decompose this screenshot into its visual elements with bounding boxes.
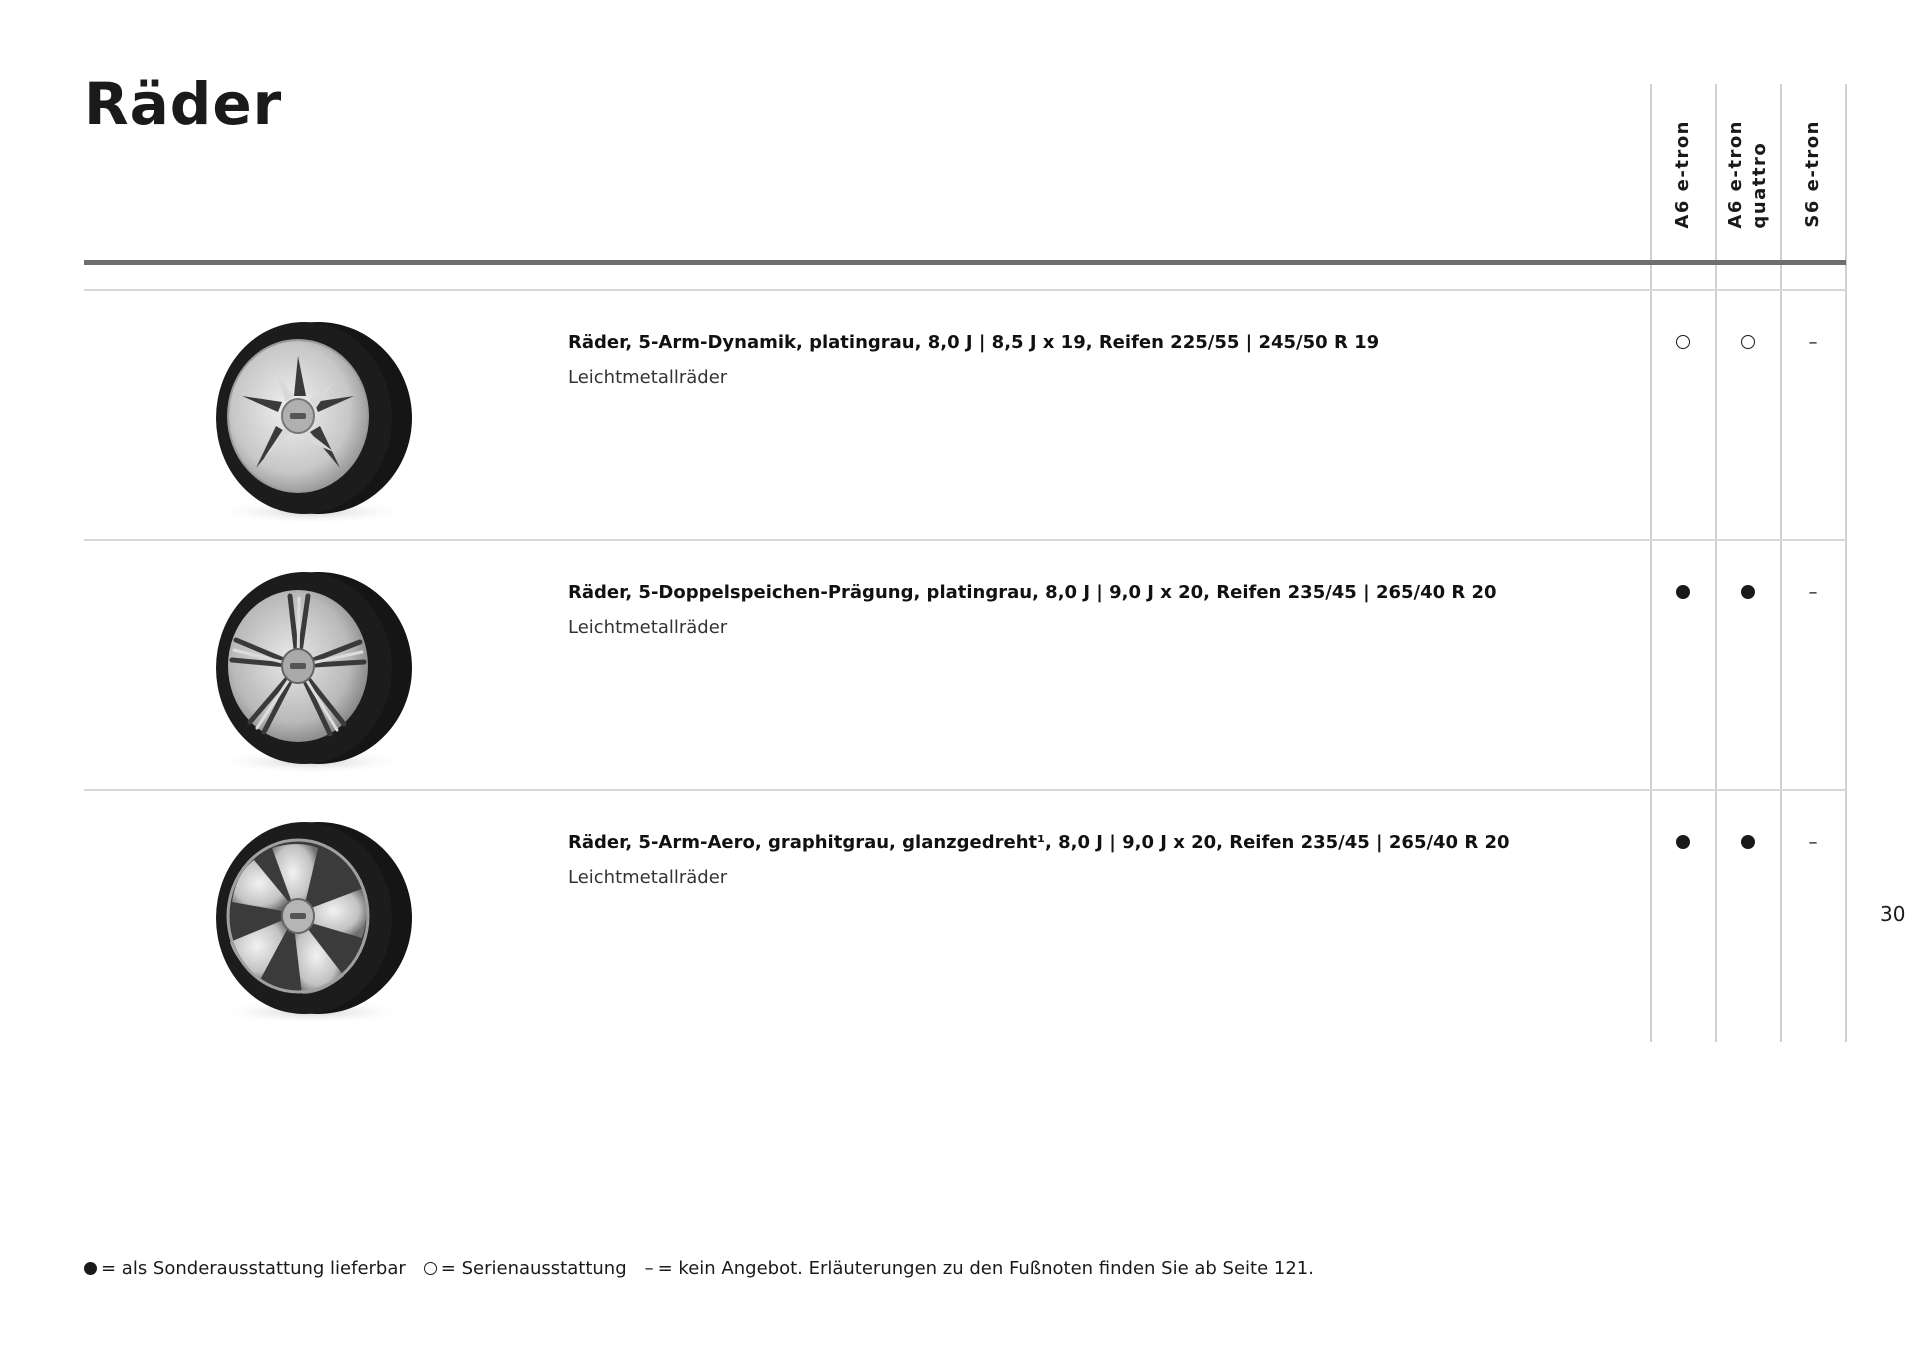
table-row	[84, 540, 1846, 790]
column-header-label: S6 e-tron	[1802, 120, 1823, 228]
legend-standard-text: = Serienausstattung	[440, 1258, 627, 1279]
column-header-a6-etron	[1651, 90, 1715, 258]
table-row	[84, 790, 1846, 1040]
not-available-icon: –	[1808, 831, 1818, 853]
availability-s6-etron	[1781, 580, 1845, 604]
availability-a6-etron-quattro	[1716, 330, 1780, 354]
row-description	[568, 582, 1497, 638]
optional-icon	[1741, 835, 1755, 849]
legend-none-text: = kein Angebot. Erläuterungen zu den Fußnoten finden Sie ab Seite 121.	[657, 1258, 1314, 1279]
column-header-s6-etron	[1781, 90, 1845, 258]
optional-icon	[84, 1262, 97, 1275]
availability-a6-etron	[1651, 830, 1715, 854]
standard-icon	[1741, 335, 1755, 349]
standard-icon	[1676, 335, 1690, 349]
legend-standard	[424, 1258, 627, 1279]
row-title: Räder, 5-Doppelspeichen-Prägung, platingrau, 8,0 J | 9,0 J x 20, Reifen 235/45 | 265/40 R 20	[568, 582, 1497, 603]
row-subtitle: Leichtmetallräder	[568, 367, 728, 388]
page-number: 30	[1880, 902, 1906, 926]
row-subtitle: Leichtmetallräder	[568, 867, 728, 888]
availability-s6-etron	[1781, 830, 1845, 854]
optional-icon	[1676, 835, 1690, 849]
row-subtitle: Leichtmetallräder	[568, 617, 728, 638]
row-title: Räder, 5-Arm-Aero, graphitgrau, glanzgedreht¹, 8,0 J | 9,0 J x 20, Reifen 235/45 | 265/40 R 20	[568, 832, 1510, 853]
column-header-label: A6 e-tron	[1672, 119, 1693, 229]
availability-a6-etron-quattro	[1716, 580, 1780, 604]
availability-a6-etron	[1651, 330, 1715, 354]
column-header-label: A6 e-tron quattro	[1725, 119, 1770, 229]
table-row	[84, 290, 1846, 540]
standard-icon	[424, 1262, 437, 1275]
row-description	[568, 332, 1379, 388]
availability-s6-etron	[1781, 330, 1845, 354]
availability-a6-etron-quattro	[1716, 830, 1780, 854]
legend-optional-text: = als Sonderausstattung lieferbar	[101, 1258, 406, 1279]
optional-icon	[1676, 585, 1690, 599]
row-description	[568, 832, 1510, 888]
legend	[84, 1258, 1332, 1279]
not-available-icon: –	[644, 1258, 654, 1279]
wheel-5-arm-dynamik-icon	[194, 312, 430, 532]
wheel-5-arm-aero-icon	[194, 812, 430, 1032]
header-rule	[84, 260, 1846, 265]
column-header-a6-etron-quattro	[1716, 90, 1780, 258]
legend-none	[645, 1258, 1314, 1279]
page-title: Räder	[84, 70, 283, 138]
not-available-icon: –	[1808, 331, 1818, 353]
wheel-5-doppelspeichen-icon	[194, 562, 430, 782]
row-title: Räder, 5-Arm-Dynamik, platingrau, 8,0 J | 8,5 J x 19, Reifen 225/55 | 245/50 R 19	[568, 332, 1380, 353]
availability-a6-etron	[1651, 580, 1715, 604]
optional-icon	[1741, 585, 1755, 599]
not-available-icon: –	[1808, 581, 1818, 603]
legend-optional	[84, 1258, 406, 1279]
